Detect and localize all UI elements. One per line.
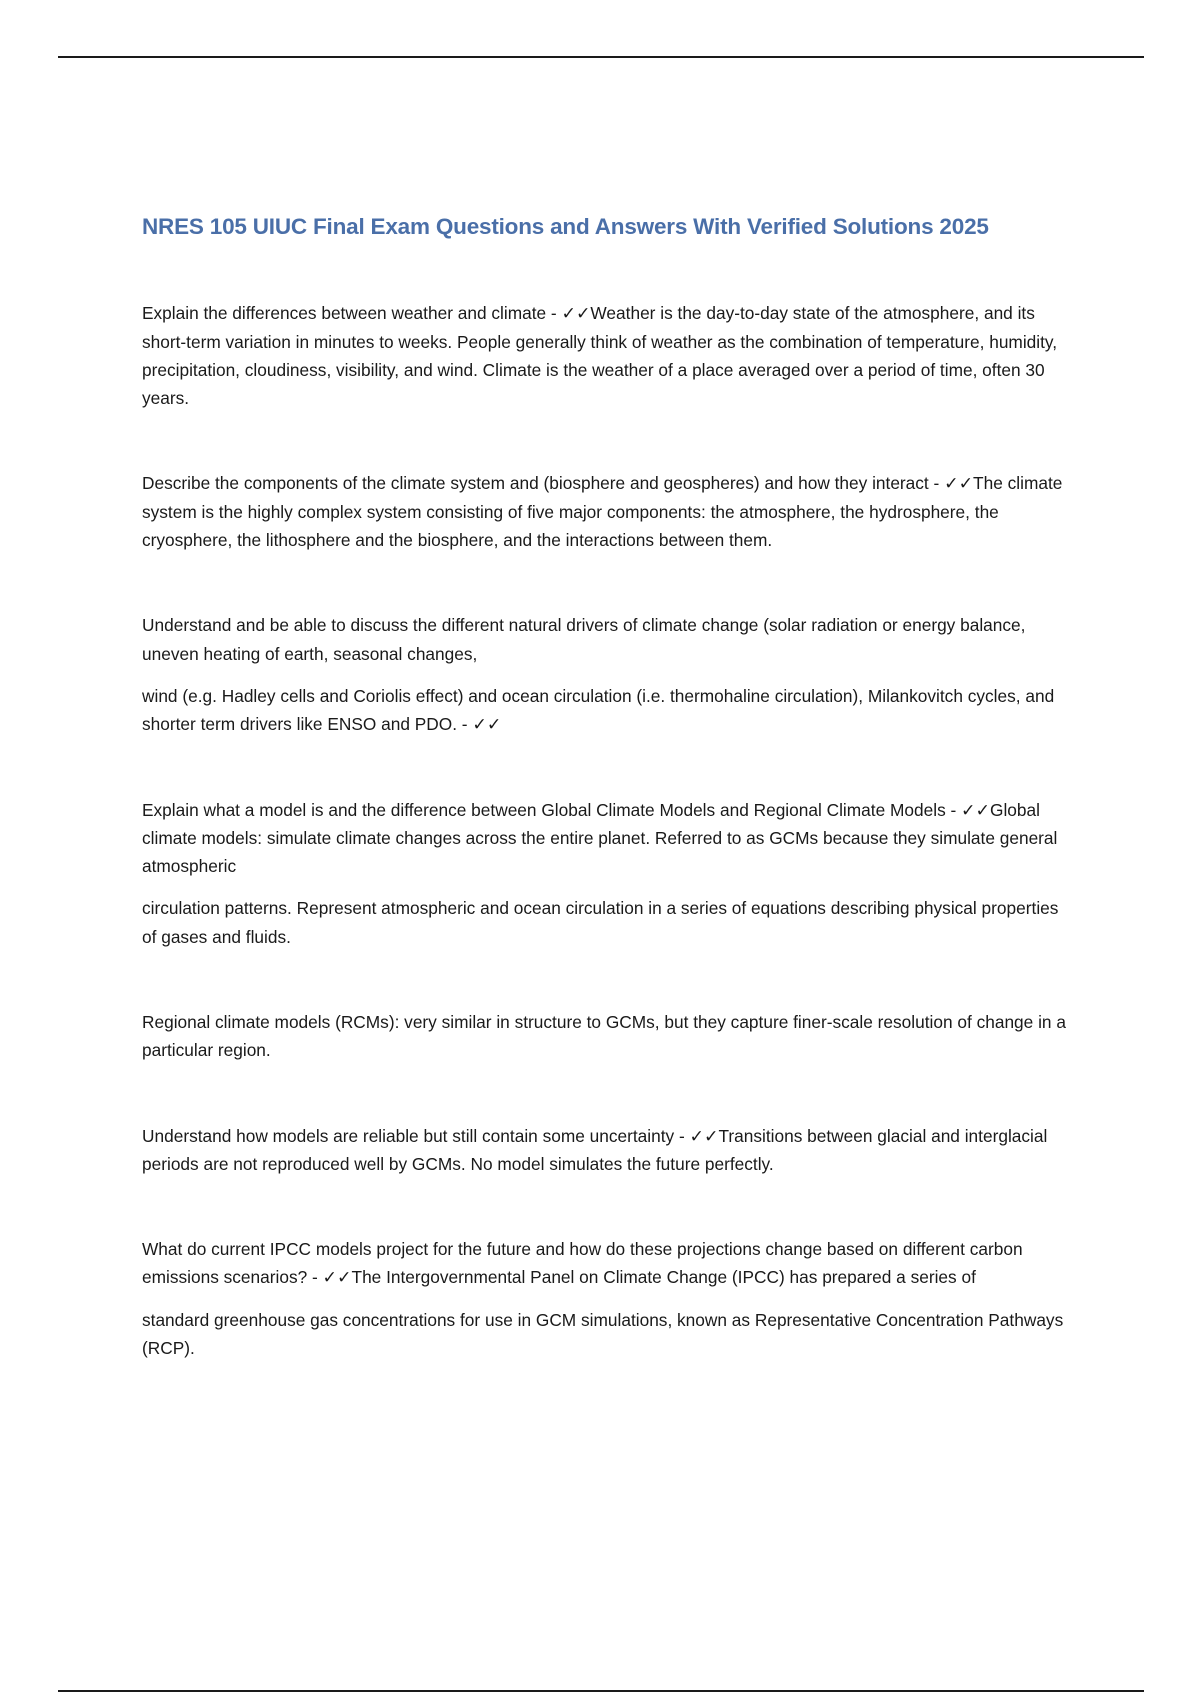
footer-rule [58,1690,1144,1692]
qa-ipcc-projections-part1: What do current IPCC models project for the future and how do these projections change based on different carbon emissions scenarios? - ✓✓The Intergovernmental Panel on Climate Change (IPCC) has prepared a series of [142,1239,1023,1288]
document-title: NRES 105 UIUC Final Exam Questions and Answers With Verified Solutions 2025 [142,214,989,239]
qa-list [142,299,1067,1362]
qa-climate-models-part2: circulation patterns. Represent atmospheric and ocean circulation in a series of equations describing physical properties of gases and fluids. [142,898,1059,947]
qa-natural-drivers-part1: Understand and be able to discuss the different natural drivers of climate change (solar radiation or energy balance, uneven heating of earth, seasonal changes, [142,615,1026,664]
document-body [142,212,1067,1362]
qa-model-uncertainty: Understand how models are reliable but still contain some uncertainty - ✓✓Transitions between glacial and interglacial periods are not reproduced well by GCMs. No model simulates the future perfectly. [142,1125,1048,1174]
qa-climate-models-part1: Explain what a model is and the difference between Global Climate Models and Regional Climate Models - ✓✓Global climate models: simulate climate changes across the entire planet. Referred to as GCMs because they simulate general atmospheric [142,799,1058,877]
qa-regional-climate-models: Regional climate models (RCMs): very similar in structure to GCMs, but they capture finer-scale resolution of change in a particular region. [142,1012,1066,1061]
qa-ipcc-projections-part2: standard greenhouse gas concentrations for use in GCM simulations, known as Representative Concentration Pathways (RCP). [142,1309,1064,1359]
qa-climate-system-components: Describe the components of the climate system and (biosphere and geospheres) and how they interact - ✓✓The climate system is the highly complex system consisting of five major components: the atmosphere, the hydrosphere, the cryosphere, the lithosphere and the biosphere, and the interactions between them. [142,473,1063,551]
header-rule [58,56,1144,58]
qa-weather-vs-climate: Explain the differences between weather and climate - ✓✓Weather is the day-to-day state of the atmosphere, and its short-term variation in minutes to weeks. People generally think of weather as the combination of temperature, humidity, precipitation, cloudiness, visibility, and wind. Climate is the weather of a place averaged over a period of time, often 30 years. [142,303,1058,409]
qa-natural-drivers-part2: wind (e.g. Hadley cells and Coriolis effect) and ocean circulation (i.e. thermohaline circulation), Milankovitch cycles, and shorter term drivers like ENSO and PDO. - ✓✓ [142,685,1055,735]
